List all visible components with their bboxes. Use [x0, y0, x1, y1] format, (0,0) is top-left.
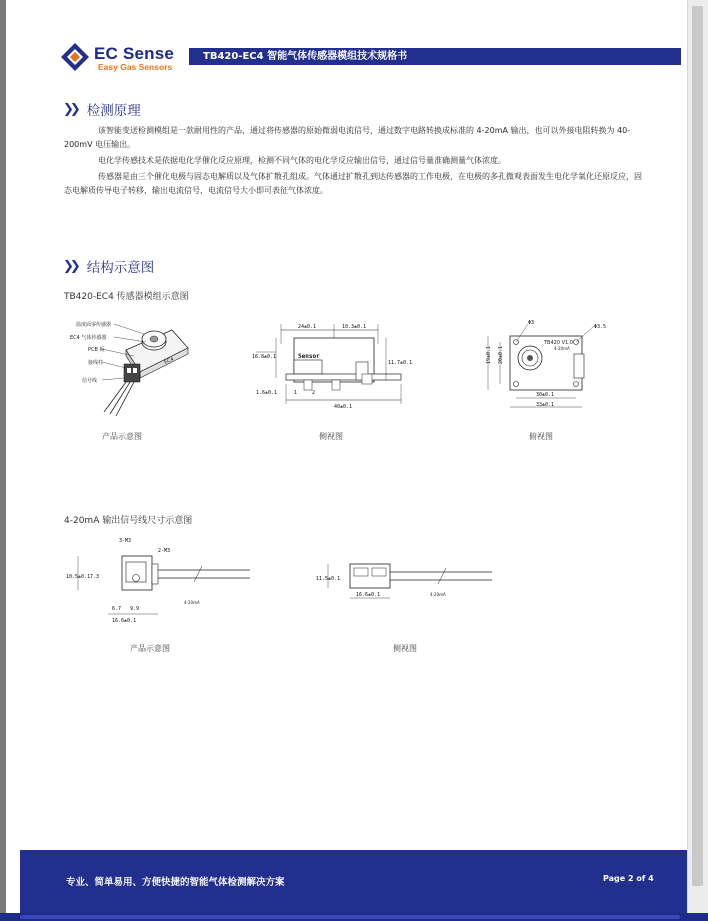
top-view-figure — [476, 314, 616, 414]
cable-dim: 3-M3 — [119, 538, 132, 544]
cable-dim: 16.6±0.1 — [112, 618, 137, 624]
cable-dim: 9.9 — [130, 606, 140, 612]
figure-caption: 侧视图 — [319, 432, 343, 441]
top-dim: 19±0.1 — [486, 345, 492, 364]
paragraph: 电化学传感技术是依据电化学催化反应原理，检测不同气体的电化学反应输出信号，通过信号量准确测量气体浓度。 — [98, 156, 506, 165]
double-chevron-icon: ❯❯ — [63, 101, 77, 117]
side-dim: 11.7±0.1 — [388, 360, 413, 366]
side-dim: 1 — [294, 390, 298, 396]
product-label: EC4 气体传感器 — [70, 335, 107, 341]
vertical-scrollbar[interactable] — [687, 0, 708, 913]
cable-subtitle: 4-20mA 输出信号线尺寸示意图 — [64, 516, 193, 526]
side-text: Sensor — [298, 353, 320, 360]
top-board-sub: 4-20mA — [554, 346, 570, 351]
top-dim: Φ3.5 — [594, 324, 607, 330]
side-dim: 16.8±0.1 — [252, 354, 277, 360]
brand-name: EC Sense — [94, 44, 175, 63]
cable-dim: 4-20mA — [184, 600, 200, 605]
product-label: PCB 板 — [88, 347, 105, 353]
product-board-text: EC4 — [163, 356, 175, 366]
module-subtitle: TB420-EC4 传感器模组示意图 — [64, 292, 189, 302]
cable-dim: 6.7 — [112, 606, 122, 612]
paragraph: 该智能变送检测模组是一款耐用性的产品，通过将传感器的原始微弱电流信号，通过数字电路转换成标准的 4-20mA 输出，也可以外接电阻转换为 40-200mV 电压输出。 — [64, 126, 631, 149]
side-dim: 10.3±0.1 — [342, 324, 367, 330]
cable-side-figure — [306, 550, 496, 610]
product-label: 接线柱 — [88, 360, 104, 366]
doc-title: TB420-EC4 智能气体传感器模组技术规格书 — [189, 48, 681, 65]
top-dim: Φ3 — [528, 320, 535, 326]
figure-caption: 产品示意图 — [130, 644, 170, 653]
cable-dim: 10.5±0.1 — [66, 574, 91, 580]
cable-dim: 16.6±0.1 — [356, 592, 381, 598]
section-heading-principle — [63, 99, 141, 119]
top-board-label: TB420 V1.0 — [544, 340, 573, 346]
horizontal-scrollbar-thumb[interactable] — [20, 915, 680, 919]
document-page — [6, 0, 687, 913]
side-dim: 2 — [312, 390, 316, 396]
cable-dim: 7.3 — [90, 574, 100, 580]
page-number: Page 2 of 4 — [603, 874, 654, 883]
figure-caption: 俯视图 — [529, 432, 553, 441]
side-view-figure — [246, 318, 416, 410]
scrollbar-thumb[interactable] — [692, 6, 703, 886]
figure-caption: 侧视图 — [393, 644, 417, 653]
figure-caption: 产品示意图 — [102, 432, 142, 441]
horizontal-scrollbar[interactable] — [0, 913, 708, 921]
ec-sense-logo — [60, 40, 180, 74]
section-title: 检测原理 — [86, 103, 141, 119]
page-footer — [20, 850, 687, 913]
paragraph: 传感器是由三个催化电极与固态电解质以及气体扩散孔组成。气体通过扩散孔到达传感器的工作电极，在电极的多孔微观表面发生电化学氧化还原反应，固态电解质传导电子转移，输出电流信号，电流信号大小即可表征气体浓度。 — [64, 172, 642, 195]
top-dim: 33±0.1 — [536, 402, 555, 408]
logo-mark-icon — [60, 42, 90, 72]
side-dim: 40±0.1 — [334, 404, 353, 410]
principle-text — [64, 124, 646, 200]
top-dim: 20±0.1 — [498, 345, 504, 364]
side-dim: 1.6±0.1 — [256, 390, 278, 396]
cable-dim: 4-20mA — [430, 592, 446, 597]
side-dim: 24±0.1 — [298, 324, 317, 330]
section-heading-structure — [63, 256, 154, 276]
section-title: 结构示意图 — [86, 260, 155, 276]
product-label: 温度面零传感器 — [76, 322, 112, 328]
cable-product-figure — [64, 534, 254, 626]
cable-dim: 11.5±0.1 — [316, 576, 341, 582]
product-label: 信号线 — [82, 378, 98, 384]
top-dim: 30±0.1 — [536, 392, 555, 398]
cable-dim: 2-M3 — [158, 548, 171, 554]
product-sketch-figure — [64, 312, 204, 422]
double-chevron-icon: ❯❯ — [63, 258, 77, 274]
brand-tagline: Easy Gas Sensors — [98, 62, 173, 72]
footer-slogan: 专业、简单易用、方便快捷的智能气体检测解决方案 — [66, 877, 285, 888]
